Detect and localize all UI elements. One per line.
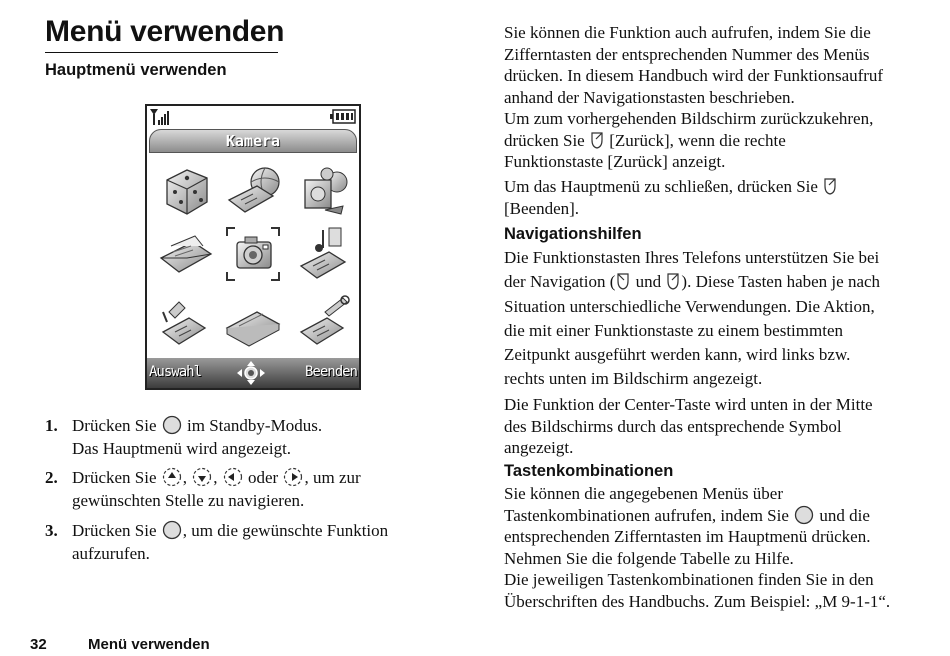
text-line: Tastenkombinationen aufrufen, indem Sie [504,505,789,525]
status-icons [147,106,359,128]
center-key-icon [793,505,815,525]
navigation-key-icon [233,359,269,387]
title-underline [45,52,278,53]
organizer-icon[interactable] [227,312,279,346]
phone-globe-icon[interactable] [229,168,279,212]
signal-icon [150,109,169,125]
page-title: Menü verwenden [45,15,285,48]
right-key-icon [282,467,304,487]
page-number: 32 [30,636,47,653]
text-line: und [635,272,662,292]
envelope-icon[interactable] [161,236,211,272]
text-line: [Zurück], wenn die rechte [609,130,786,150]
phone-tools-icon[interactable] [301,296,349,344]
battery-icon [330,110,355,123]
text-line: Zeitpunkt ausgeführt werden kann, wird links bzw. [504,345,851,365]
softkey-beenden[interactable]: Beenden [304,364,357,380]
step-number: 1. [45,416,58,435]
step-text: Drücken Sie [72,416,157,435]
step-text: Das Hauptmenü wird angezeigt. [72,439,292,458]
section-subtitle: Hauptmenü verwenden [45,61,227,79]
heading-tastenkombinationen: Tastenkombinationen [504,462,674,480]
text-line: angezeigt. [504,438,574,457]
separator: , [213,468,218,487]
step-text: aufzurufen. [72,544,150,563]
step-text: Drücken Sie [72,521,157,540]
text-line: Überschriften des Handbuchs. Zum Beispiel: „M 9-1-1“. [504,591,891,611]
text-line: [Beenden]. [504,198,580,218]
step-text: Drücken Sie [72,468,157,487]
screen-header [149,129,357,153]
status-bar [147,106,359,128]
dice-icon[interactable] [167,170,207,214]
text-line: Sie können die angegebenen Menüs über [504,484,783,503]
back-paragraph [504,108,929,173]
step-number: 2. [45,468,58,487]
text-line: anhand der Navigationstasten beschrieben. [504,87,795,107]
text-line: rechts unten im Bildschirm angezeigt. [504,369,763,389]
screen-title: Kamera [225,132,281,150]
text-line: Die Funktion der Center-Taste wird unten in der Mitte [504,395,873,414]
center-key-icon [161,520,183,540]
left-softkey-icon [615,271,631,291]
text-line: der Navigation ( [504,272,616,292]
center-paragraph [504,394,929,459]
center-key-icon [161,415,183,435]
heading-navigationshilfen: Navigationshilfen [504,225,642,243]
nav-paragraph [504,246,929,392]
text-line: Um zum vorhergehenden Bildschirm zurückzukehren, [504,109,874,128]
down-key-icon [191,467,213,487]
shortcut-paragraph [504,483,929,612]
text-line: drücken Sie [504,130,585,150]
separator: oder [248,468,279,487]
text-line: Nehmen Sie die folgende Tabelle zu Hilfe. [504,548,794,568]
menu-icon-grid [153,162,353,354]
left-key-icon [222,467,244,487]
text-line: Sie können die Funktion auch aufrufen, indem Sie die [504,23,871,42]
intro-paragraph [504,22,929,108]
separator: , [182,468,188,487]
text-line: entsprechenden Zifferntasten im Hauptmenü drücken. [504,527,871,546]
phone-screen-illustration [145,104,361,390]
step-text: gewünschten Stelle zu navigieren. [72,491,305,510]
step-number: 3. [45,521,58,540]
camera-icon[interactable] [227,228,279,280]
media-player-icon[interactable] [305,168,347,214]
up-key-icon [161,467,183,487]
footer-section-title: Menü verwenden [88,636,210,653]
close-paragraph [504,176,929,219]
softkey-bar [147,358,359,388]
phone-settings-icon[interactable] [163,302,205,344]
step-text: im Standby-Modus. [187,416,323,435]
text-line: Zifferntasten der entsprechenden Nummer des Menüs [504,44,870,64]
step-text: , um zur [304,468,361,487]
text-line: des Bildschirms durch das entsprechende Symbol [504,416,842,436]
text-line: und die [819,505,870,525]
text-line: die mit einer Funktionstaste zu einem bestimmten [504,320,843,340]
text-line: ). Diese Tasten haben je nach [681,272,881,292]
text-line: Die Funktionstasten Ihres Telefons unterstützen Sie bei [504,248,880,267]
text-line: Die jeweiligen Tastenkombinationen finden Sie in den [504,570,874,589]
right-softkey-icon [822,176,838,196]
text-line: Um das Hauptmenü zu schließen, drücken Sie [504,177,818,196]
right-softkey-icon [589,130,605,150]
softkey-auswahl[interactable]: Auswahl [149,364,202,380]
text-line: drücken. In diesem Handbuch wird der Funktionsaufruf [504,66,884,85]
text-line: Funktionstaste [Zurück] anzeigt. [504,152,726,171]
right-softkey-icon [665,271,681,291]
text-line: Situation unterschiedliche Verwendungen. Die Aktion, [504,296,875,316]
step-text: , um die gewünschte Funktion [182,521,389,540]
phone-music-icon[interactable] [301,228,345,278]
